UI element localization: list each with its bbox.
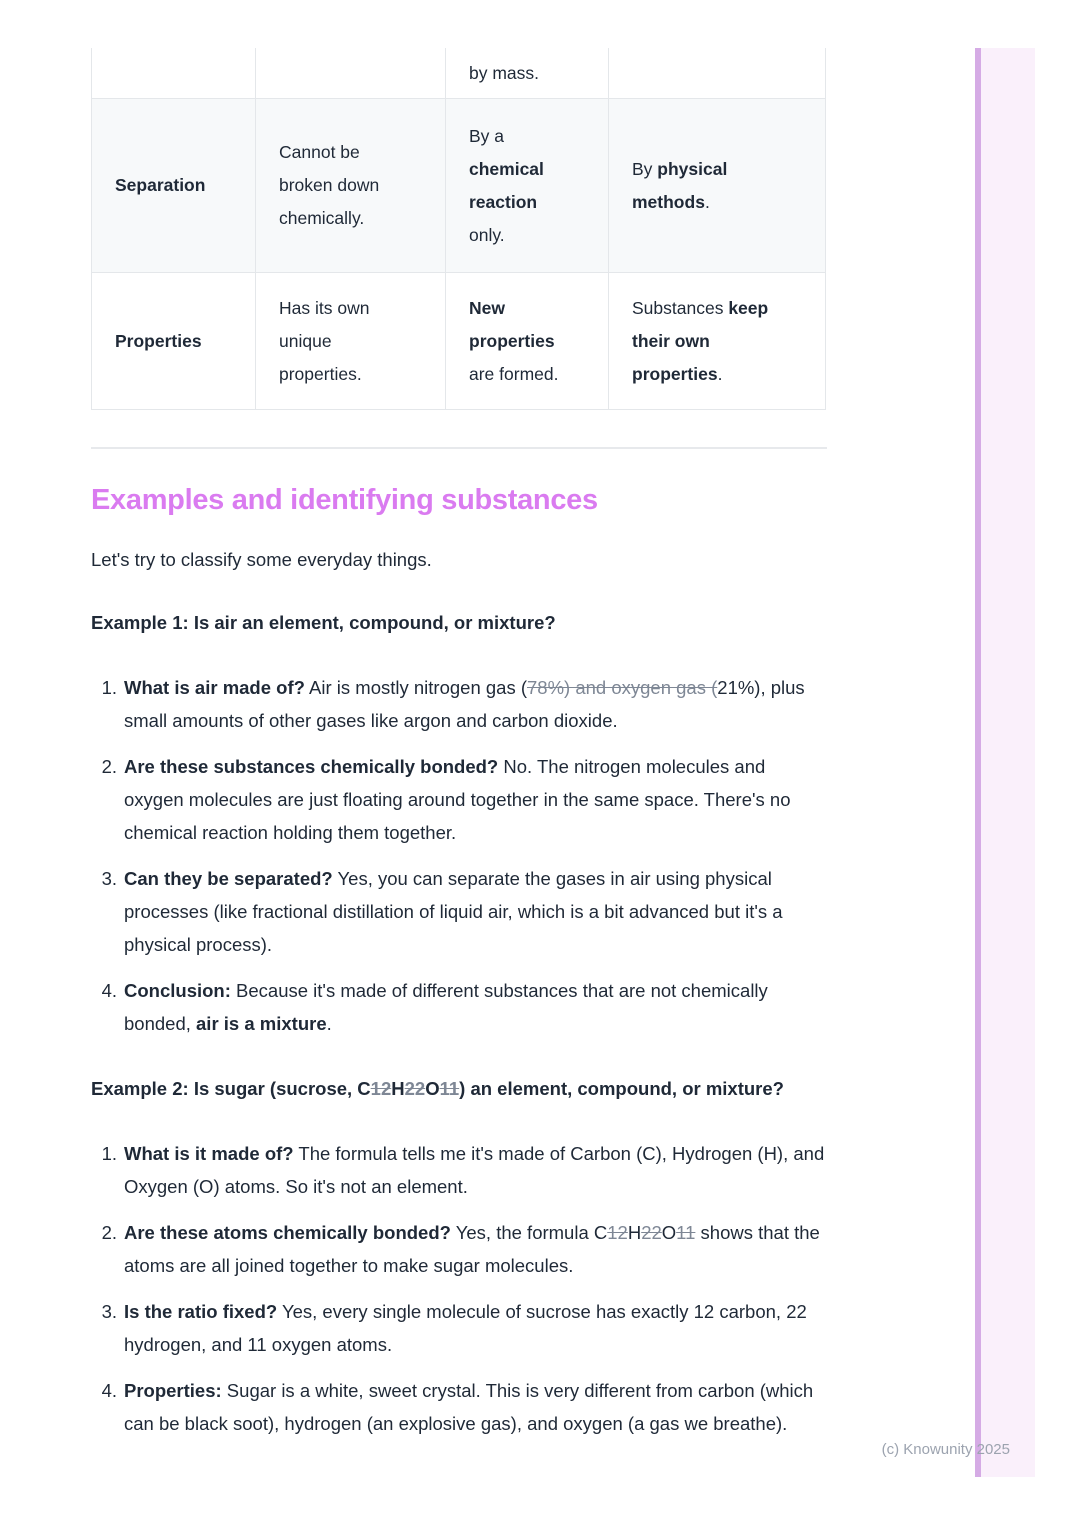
list-item bbox=[91, 974, 827, 1040]
list-item-text: What is it made of? The formula tells me it's made of Carbon (C), Hydrogen (H), and Oxygen (O) atoms. So it's not an element. bbox=[124, 1143, 825, 1197]
list-number: 3. bbox=[101, 1301, 117, 1322]
table-cell bbox=[92, 48, 256, 99]
example2-title: Example 2: Is sugar (sucrose, C12H22O11) an element, compound, or mixture? bbox=[91, 1078, 784, 1099]
list-item bbox=[91, 750, 827, 849]
list-item-text: Can they be separated? Yes, you can separate the gases in air using physical processes (like fractional distillation of liquid air, which is a bit advanced but it's a physical process). bbox=[124, 868, 783, 955]
list-number: 3. bbox=[101, 868, 117, 889]
list-item bbox=[91, 1137, 827, 1203]
section-heading: Examples and identifying substances bbox=[91, 484, 598, 516]
list-item-text: Conclusion: Because it's made of different substances that are not chemically bonded, air is a mixture. bbox=[124, 980, 768, 1034]
table-row-separation bbox=[92, 99, 826, 273]
list-item-text: Properties: Sugar is a white, sweet crystal. This is very different from carbon (which can be black soot), hydrogen (an explosive gas), and oxygen (a gas we breathe). bbox=[124, 1380, 814, 1434]
list-item bbox=[91, 1216, 827, 1282]
list-item bbox=[91, 671, 827, 737]
table-cell: Has its own unique properties. bbox=[256, 273, 446, 410]
table-cell: Substances keep their own properties. bbox=[609, 273, 826, 410]
list-number: 4. bbox=[101, 1380, 117, 1401]
table-cell-header: Separation bbox=[92, 99, 256, 273]
page-content bbox=[91, 48, 827, 1453]
table-row-properties bbox=[92, 273, 826, 410]
table-cell: New properties are formed. bbox=[446, 273, 609, 410]
list-item-text: What is air made of? Air is mostly nitrogen gas (78%) and oxygen gas (21%), plus small amounts of other gases like argon and carbon dioxide. bbox=[124, 677, 805, 731]
table-cell: By physical methods. bbox=[609, 99, 826, 273]
comparison-table bbox=[91, 48, 826, 410]
list-number: 1. bbox=[101, 1143, 117, 1164]
page-edge-highlight bbox=[975, 48, 1035, 1477]
example2-list bbox=[91, 1137, 827, 1440]
section-divider bbox=[91, 447, 827, 449]
table-cell-header: Properties bbox=[92, 273, 256, 410]
copyright: (c) Knowunity 2025 bbox=[881, 1441, 1010, 1458]
list-item-text: Are these substances chemically bonded? No. The nitrogen molecules and oxygen molecules are just floating around together in the same space. There's no chemical reaction holding them together. bbox=[124, 756, 791, 843]
list-number: 2. bbox=[101, 1222, 117, 1243]
table-cell bbox=[609, 48, 826, 99]
table-cell: By a chemical reaction only. bbox=[446, 99, 609, 273]
list-item bbox=[91, 862, 827, 961]
intro-paragraph: Let's try to classify some everyday things. bbox=[91, 549, 432, 570]
table-cell: Cannot be broken down chemically. bbox=[256, 99, 446, 273]
list-item bbox=[91, 1295, 827, 1361]
table-cell bbox=[256, 48, 446, 99]
example1-list bbox=[91, 671, 827, 1040]
list-number: 4. bbox=[101, 980, 117, 1001]
list-item-text: Is the ratio fixed? Yes, every single molecule of sucrose has exactly 12 carbon, 22 hydrogen, and 11 oxygen atoms. bbox=[124, 1301, 807, 1355]
table-cell: by mass. bbox=[446, 48, 609, 99]
table-row-partial bbox=[92, 48, 826, 99]
example1-title: Example 1: Is air an element, compound, or mixture? bbox=[91, 612, 556, 633]
list-number: 2. bbox=[101, 756, 117, 777]
list-number: 1. bbox=[101, 677, 117, 698]
list-item bbox=[91, 1374, 827, 1440]
list-item-text: Are these atoms chemically bonded? Yes, the formula C12H22O11 shows that the atoms are all joined together to make sugar molecules. bbox=[124, 1222, 820, 1276]
